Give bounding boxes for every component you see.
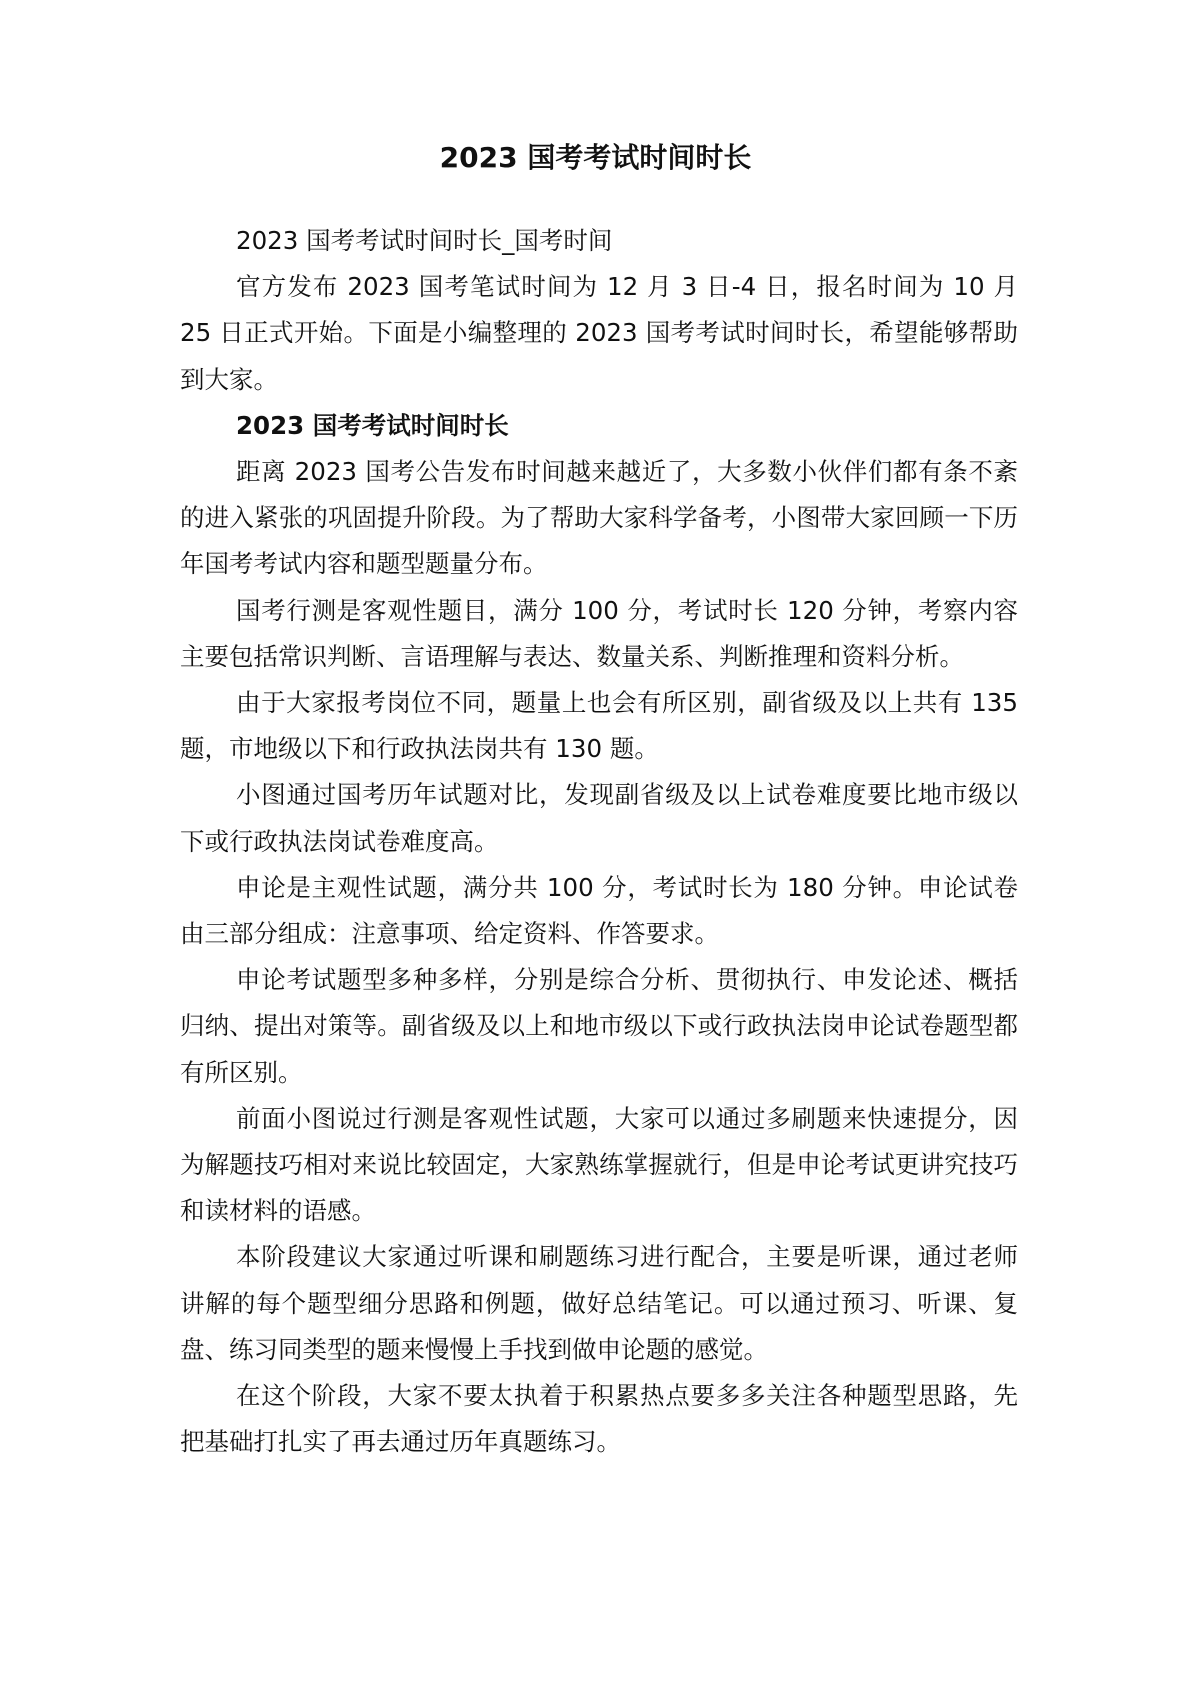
subtitle-paragraph: 2023 国考考试时间时长_国考时间: [236, 226, 613, 255]
body-paragraph: 申论考试题型多种多样，分别是综合分析、贯彻执行、申发论述、概括归纳、提出对策等。副省级及以上和地市级以下或行政执法岗申论试卷题型都有所区别。: [180, 965, 1018, 1087]
intro-paragraph: 官方发布 2023 国考笔试时间为 12 月 3 日-4 日，报名时间为 10 月 25 日正式开始。下面是小编整理的 2023 国考考试时间时长，希望能够帮助到大家。: [180, 272, 1018, 394]
body-paragraph: 小图通过国考历年试题对比，发现副省级及以上试卷难度要比地市级以下或行政执法岗试卷难度高。: [180, 780, 1018, 856]
body-paragraph: 由于大家报考岗位不同，题量上也会有所区别，副省级及以上共有 135 题，市地级以下和行政执法岗共有 130 题。: [180, 688, 1018, 764]
body-paragraph: 本阶段建议大家通过听课和刷题练习进行配合，主要是听课，通过老师讲解的每个题型细分思路和例题，做好总结笔记。可以通过预习、听课、复盘、练习同类型的题来慢慢上手找到做申论题的感觉。: [180, 1242, 1018, 1364]
body-paragraph: 距离 2023 国考公告发布时间越来越近了，大多数小伙伴们都有条不紊的进入紧张的巩固提升阶段。为了帮助大家科学备考，小图带大家回顾一下历年国考考试内容和题型题量分布。: [180, 457, 1018, 579]
section-heading: 2023 国考考试时间时长: [236, 410, 509, 440]
body-paragraph: 国考行测是客观性题目，满分 100 分，考试时长 120 分钟，考察内容主要包括常识判断、言语理解与表达、数量关系、判断推理和资料分析。: [180, 595, 1018, 671]
body-paragraph: 在这个阶段，大家不要太执着于积累热点要多多关注各种题型思路，先把基础打扎实了再去通过历年真题练习。: [180, 1381, 1018, 1457]
document-body: [180, 218, 1018, 1465]
document-title: 2023 国考考试时间时长: [439, 141, 752, 174]
body-paragraph: 申论是主观性试题，满分共 100 分，考试时长为 180 分钟。申论试卷由三部分组成：注意事项、给定资料、作答要求。: [180, 872, 1018, 949]
body-paragraph: 前面小图说过行测是客观性试题，大家可以通过多刷题来快速提分，因为解题技巧相对来说比较固定，大家熟练掌握就行，但是申论考试更讲究技巧和读材料的语感。: [180, 1103, 1018, 1226]
